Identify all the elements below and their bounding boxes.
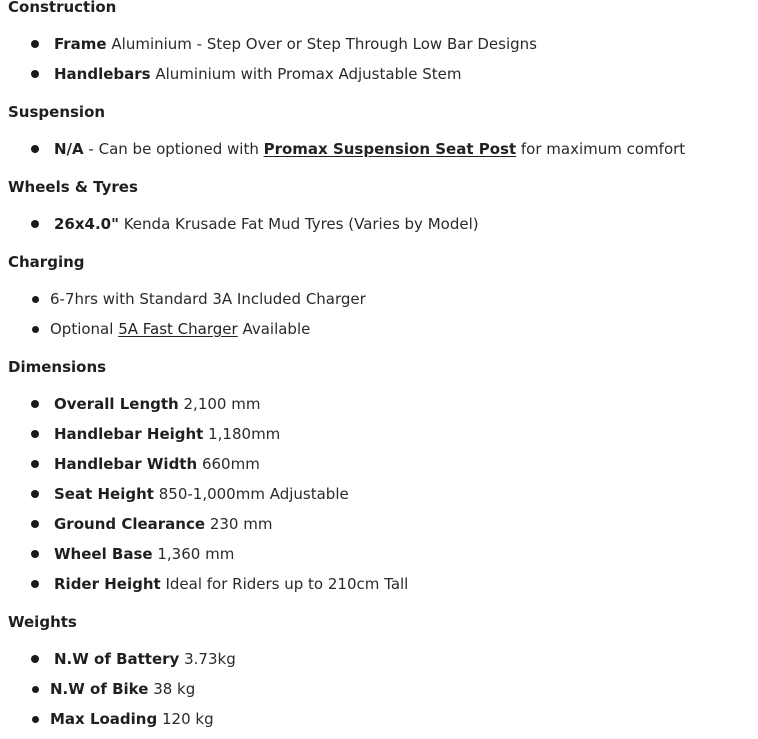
bullet-icon [31,460,39,468]
spec-label: Frame [54,35,107,53]
bullet-icon [31,430,39,438]
bullet-icon [31,70,39,78]
section-heading-weights: Weights [8,613,77,631]
spec-value: Ideal for Riders up to 210cm Tall [165,575,409,593]
bullet-icon [32,716,39,723]
section-heading-charging: Charging [8,253,85,271]
list-item-rider-height [54,575,408,593]
list-item-bike-weight [50,680,195,698]
spec-label: Handlebar Width [54,455,198,473]
spec-label: N.W of Bike [50,680,149,698]
bullet-icon [32,326,39,333]
bullet-icon [31,40,39,48]
spec-value: 230 mm [209,515,273,533]
spec-value: 1,360 mm [157,545,235,563]
list-item-handlebar-width [54,455,260,473]
spec-value: 2,100 mm [183,395,261,413]
spec-label: Ground Clearance [54,515,206,533]
list-item-suspension [54,140,685,158]
list-item-tyres [54,215,479,233]
spec-value: Optional [50,320,119,338]
suspension-seat-post-link[interactable]: Promax Suspension Seat Post [263,140,517,158]
section-heading-suspension: Suspension [8,103,106,121]
fast-charger-link[interactable]: 5A Fast Charger [118,320,238,338]
spec-value: Available [237,320,311,338]
list-item-seat-height [54,485,349,503]
spec-label: Handlebar Height [54,425,204,443]
list-item-standard-charger [50,290,366,308]
bullet-icon [31,580,39,588]
list-item-frame [54,35,537,53]
bullet-icon [32,686,39,693]
spec-value: 38 kg [153,680,196,698]
bullet-icon [31,550,39,558]
spec-value: Kenda Krusade Fat Mud Tyres (Varies by Model) [123,215,479,233]
section-heading-construction: Construction [8,0,117,16]
list-item-wheel-base [54,545,234,563]
bullet-icon [31,145,39,153]
spec-value: 3.73kg [184,650,236,668]
spec-label: Overall Length [54,395,179,413]
list-item-max-loading [50,710,214,728]
spec-label: N.W of Battery [54,650,180,668]
spec-value: for maximum comfort [516,140,686,158]
spec-label: Wheel Base [54,545,153,563]
bullet-icon [31,490,39,498]
list-item-handlebars [54,65,462,83]
spec-label: N/A [54,140,84,158]
list-item-overall-length [54,395,260,413]
spec-value: 120 kg [162,710,214,728]
bullet-icon [31,520,39,528]
section-heading-wheels: Wheels & Tyres [8,178,138,196]
spec-value: - Can be optioned with [83,140,264,158]
list-item-handlebar-height [54,425,280,443]
spec-value: Aluminium - Step Over or Step Through Low Bar Designs [111,35,537,53]
spec-value: 660mm [201,455,260,473]
spec-value: 6-7hrs with Standard 3A Included Charger [50,290,366,308]
bullet-icon [31,655,39,663]
list-item-battery-weight [54,650,236,668]
spec-label: Seat Height [54,485,154,503]
bullet-icon [31,220,39,228]
list-item-fast-charger [50,320,310,338]
spec-label: Rider Height [54,575,161,593]
spec-label: Max Loading [50,710,158,728]
spec-label: Handlebars [54,65,151,83]
section-heading-dimensions: Dimensions [8,358,107,376]
spec-label: 26x4.0" [54,215,119,233]
bullet-icon [31,400,39,408]
list-item-ground-clearance [54,515,272,533]
bullet-icon [32,296,39,303]
spec-value: 1,180mm [208,425,281,443]
spec-value: 850-1,000mm Adjustable [158,485,349,503]
spec-value: Aluminium with Promax Adjustable Stem [155,65,462,83]
